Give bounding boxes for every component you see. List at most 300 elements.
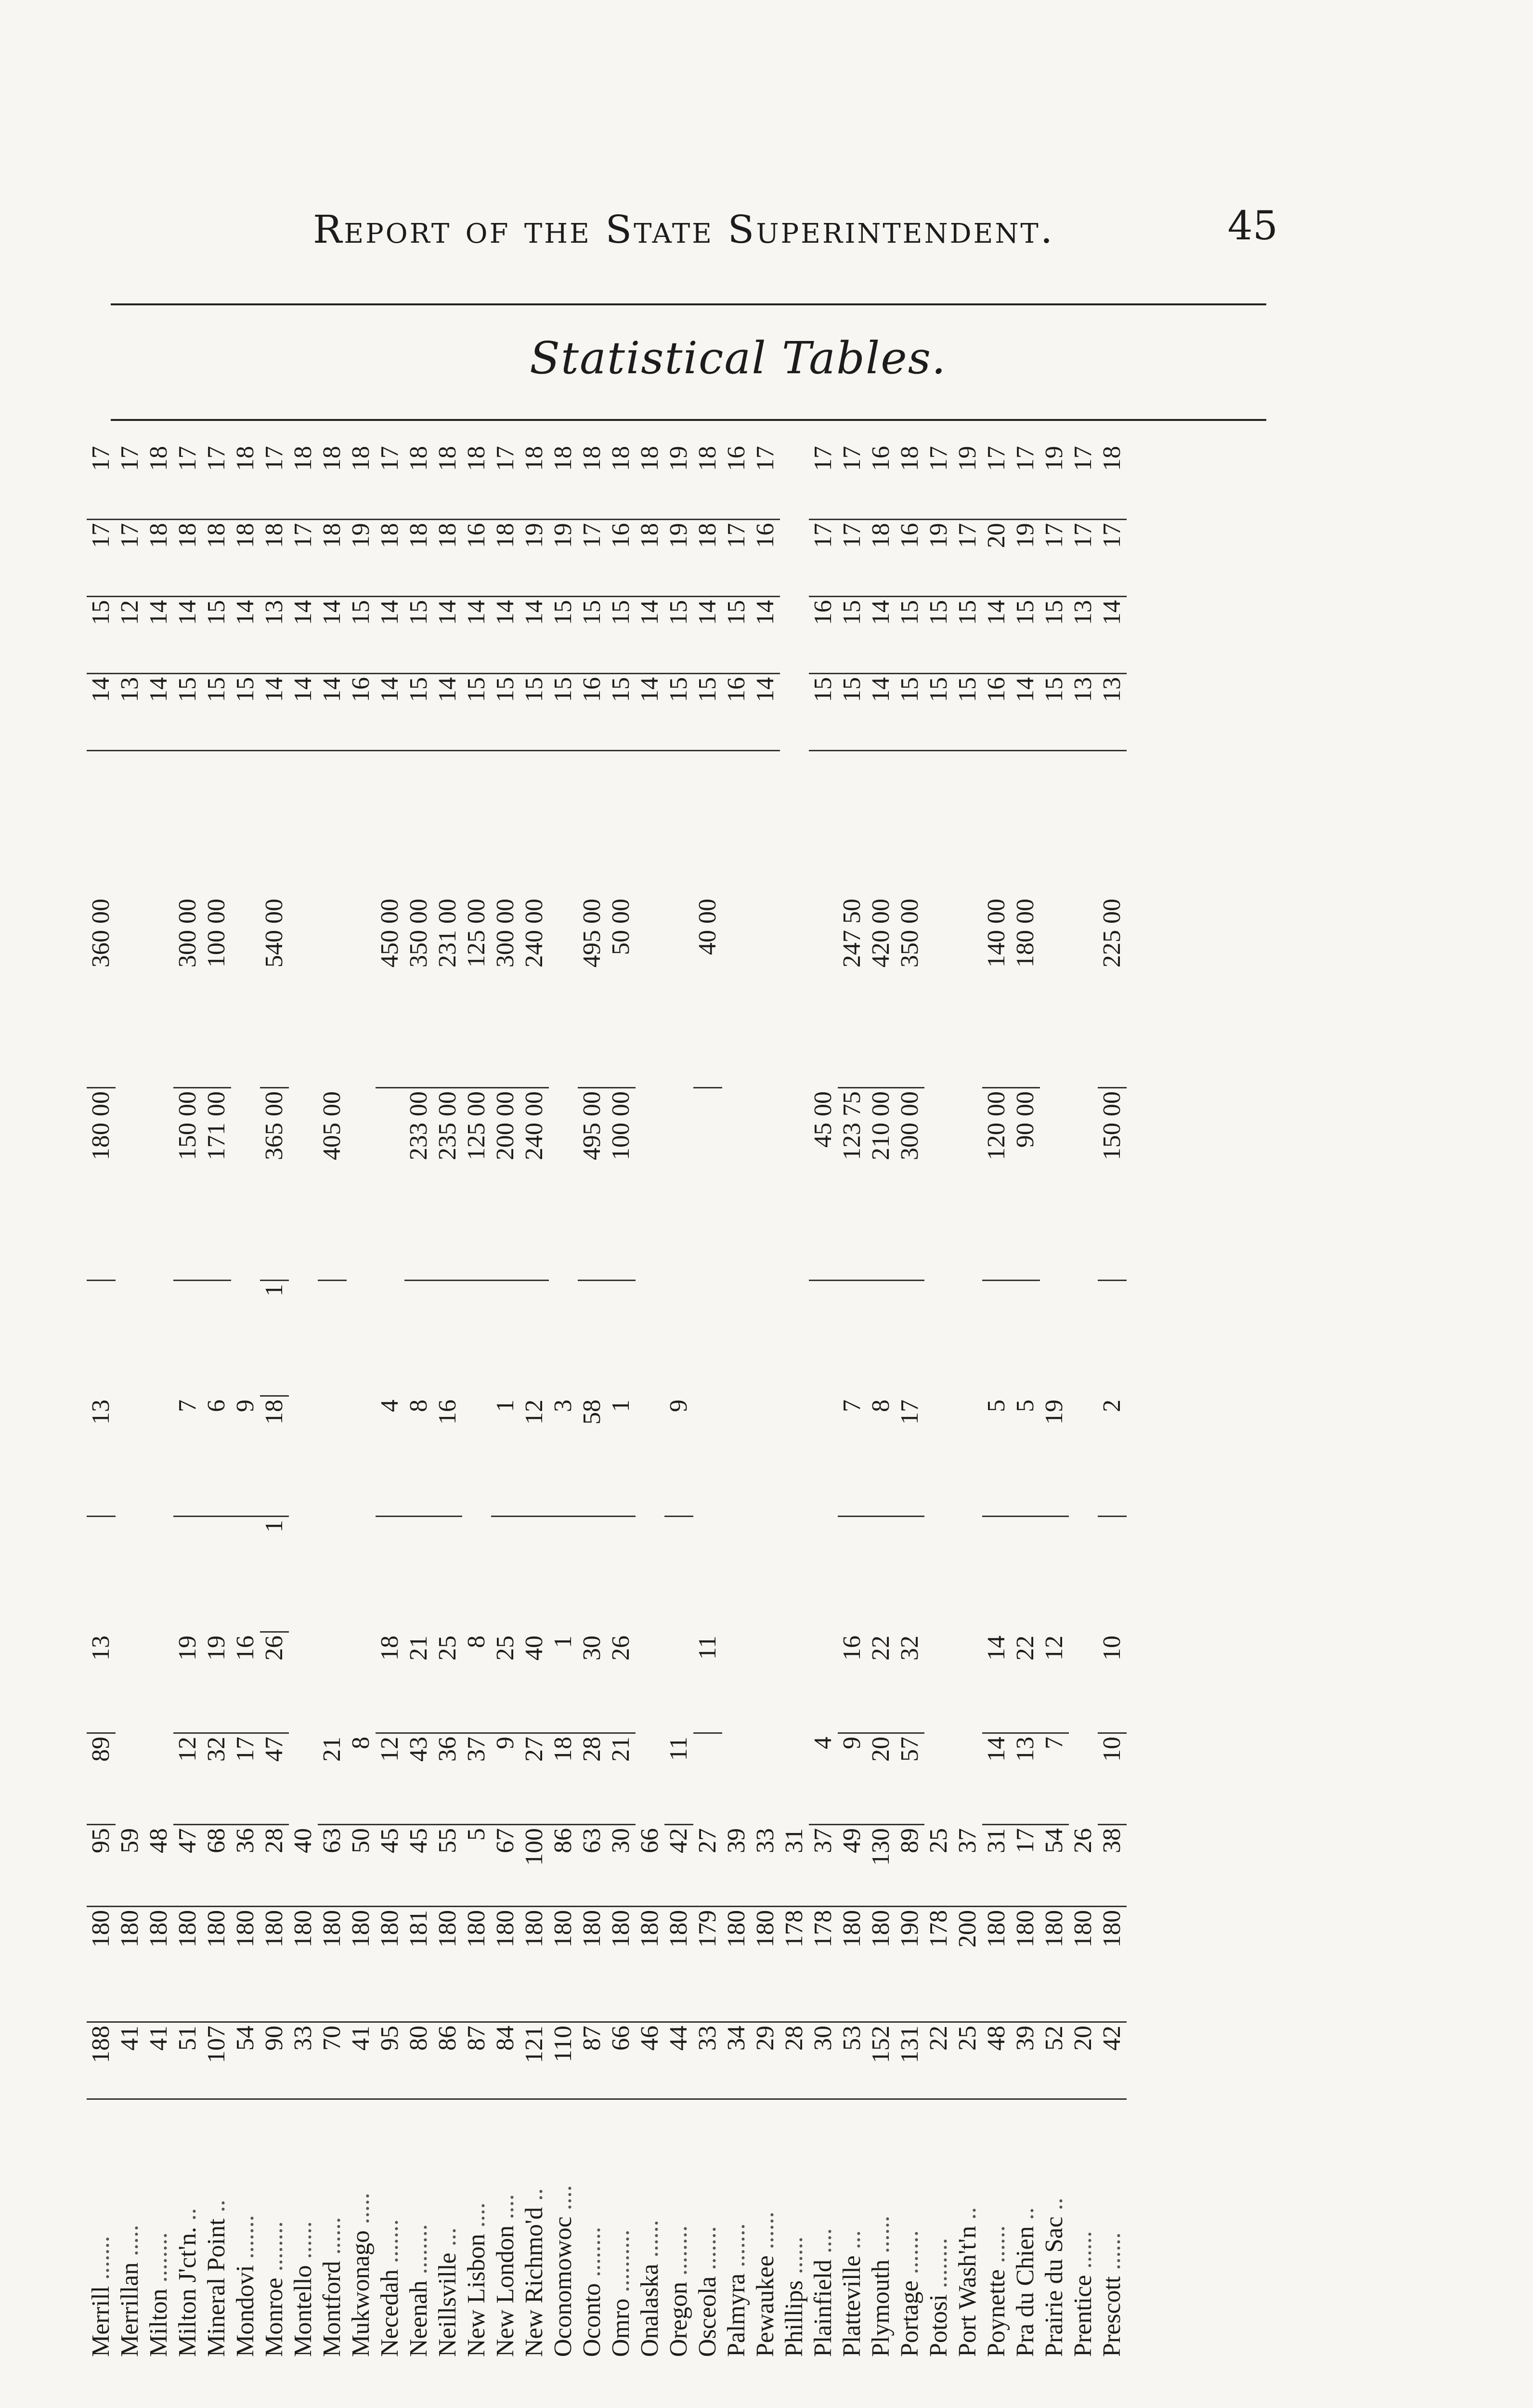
table-cell: 190 [896,1907,924,2023]
table-cell: 18 [636,520,664,597]
district-name: Montello ...... [289,2221,317,2357]
table-cell: 17 [838,520,867,597]
table-cell: 231 00 [433,896,462,1088]
district-name: Palmyra ....... [723,2223,750,2357]
table-cell: 7 [173,1397,202,1517]
table-cell: 18 [347,443,376,520]
table-cell: 130 [867,1825,896,1907]
district-name: Mineral Point .. [203,2199,230,2357]
table-cell: 181 [404,1907,433,2023]
table-cell: 121 [520,2023,549,2100]
table-cell: 152 [867,2023,896,2100]
table-cell: 8 [404,1397,433,1517]
table-cell: 180 [607,1907,636,2023]
table-cell: 17 [982,443,1011,520]
table-cell: 16 [867,443,896,520]
table-cell: 178 [780,1907,809,2023]
table-cell: 15 [404,597,433,674]
table-cell: 45 [404,1825,433,1907]
table-cell: 350 00 [896,896,924,1088]
table-cell: 38 [1098,1825,1127,1907]
table-cell: 8 [347,1734,376,1825]
table-cell: 15 [838,674,867,751]
table-cell: 180 00 [1011,896,1040,1088]
table-cell: 66 [607,2023,636,2100]
table-cell: 180 [578,1907,607,2023]
table-cell: 360 00 [87,896,116,1088]
table-cell: 180 [549,1907,578,2023]
table-cell: 13 [260,597,289,674]
table-cell: 14 [289,674,318,751]
table-cell: 66 [636,1825,664,1907]
table-cell: 125 00 [462,896,491,1088]
table-cell: 12 [173,1734,202,1825]
table-cell: 14 [520,597,549,674]
table-cell: 33 [751,1825,780,1907]
district-name: Mondovi ....... [232,2215,259,2357]
table-cell: 13 [1011,1734,1040,1825]
table-cell: 50 00 [607,896,636,1088]
table-cell: 1 [607,1397,636,1517]
table-cell: 17 [173,443,202,520]
district-name: Montford ...... [318,2217,346,2357]
table-cell: 90 00 [1011,1088,1040,1281]
table-cell: 14 [144,674,173,751]
table-cell: 17 [87,443,116,520]
table-cell: 95 [376,2023,404,2100]
table-cell: 9 [664,1397,693,1517]
table-cell: 45 [376,1825,404,1907]
table-cell: 17 [231,1734,260,1825]
table-cell: 13 [87,1633,116,1734]
table-cell: 17 [809,443,838,520]
table-cell: 180 [636,1907,664,2023]
table-cell: 52 [1040,2023,1069,2100]
table-cell: 19 [549,520,578,597]
table-cell: 49 [838,1825,867,1907]
table-cell: 16 [838,1633,867,1734]
table-cell: 87 [578,2023,607,2100]
table-cell: 180 [347,1907,376,2023]
table-cell: 14 [982,597,1011,674]
table-cell: 15 [578,597,607,674]
table-cell: 180 [87,1907,116,2023]
table-cell: 16 [982,674,1011,751]
table-cell: 21 [607,1734,636,1825]
table-row [376,433,404,2360]
table-cell: 17 [491,443,520,520]
table-cell: 14 [231,597,260,674]
district-name: Omro .......... [607,2229,635,2357]
table-cell: 18 [202,520,231,597]
table-cell: 178 [809,1907,838,2023]
table-cell: 233 00 [404,1088,433,1281]
table-cell: 26 [260,1633,289,1734]
table-row [896,433,924,2360]
district-name: New Lisbon .... [463,2202,490,2357]
table-cell: 22 [1011,1633,1040,1734]
table-cell: 350 00 [404,896,433,1088]
table-cell: 15 [404,674,433,751]
table-cell: 36 [231,1825,260,1907]
table-cell: 19 [520,520,549,597]
district-name: Oregon ........ [665,2225,692,2357]
table-cell: 47 [173,1825,202,1907]
table-cell: 15 [520,674,549,751]
district-name: Merrillan ..... [116,2225,143,2357]
table-cell: 18 [433,520,462,597]
table-row [520,433,549,2360]
table-cell: 18 [318,443,347,520]
table-cell: 15 [838,597,867,674]
district-name: Poynette ...... [983,2225,1010,2357]
table-row [664,433,693,2360]
table-cell: 14 [433,674,462,751]
table-cell: 1 [549,1633,578,1734]
table-cell: 180 [722,1907,751,2023]
table-cell: 18 [491,520,520,597]
table-cell: 57 [896,1734,924,1825]
table-cell: 5 [462,1825,491,1907]
table-cell: 18 [549,443,578,520]
table-cell: 17 [260,443,289,520]
table-cell: 15 [809,674,838,751]
table-cell: 14 [87,674,116,751]
table-row [693,433,722,2360]
table-cell: 13 [1069,674,1098,751]
table-cell: 27 [693,1825,722,1907]
table-cell: 19 [1040,443,1069,520]
table-cell: 420 00 [867,896,896,1088]
district-name: Milton ........ [145,2232,172,2357]
table-row [116,433,144,2360]
table-cell: 125 00 [462,1088,491,1281]
table-cell: 18 [231,520,260,597]
table-cell: 19 [1040,1397,1069,1517]
table-cell: 15 [722,597,751,674]
table-cell: 14 [636,674,664,751]
table-row [87,433,116,2360]
table-row [433,433,462,2360]
table-cell: 180 [376,1907,404,2023]
table-cell: 17 [578,520,607,597]
district-name: Monroe ........ [260,2221,288,2357]
table-cell: 16 [751,520,780,597]
table-cell: 67 [491,1825,520,1907]
table-row [809,433,838,2360]
table-cell: 46 [636,2023,664,2100]
district-name: Phillips ...... [780,2237,808,2357]
table-cell: 22 [867,1633,896,1734]
table-cell: 17 [289,520,318,597]
table-cell: 14 [982,1633,1011,1734]
table-cell: 17 [896,1397,924,1517]
table-cell: 14 [260,674,289,751]
table-row [318,433,347,2360]
table-cell: 31 [780,1825,809,1907]
table-cell: 19 [924,520,953,597]
table-cell: 63 [578,1825,607,1907]
header-rule [111,303,1266,305]
table-cell: 540 00 [260,896,289,1088]
table-cell: 13 [87,1397,116,1517]
table-cell: 18 [404,520,433,597]
table-row [636,433,664,2360]
table-cell: 18 [144,443,173,520]
table-cell: 39 [722,1825,751,1907]
table-cell: 17 [116,443,144,520]
district-name: Necedah ....... [376,2219,403,2357]
table-cell: 86 [549,1825,578,1907]
table-cell: 28 [260,1825,289,1907]
table-cell: 1 [260,1517,289,1633]
table-cell: 1 [491,1397,520,1517]
table-cell: 180 [318,1907,347,2023]
table-cell: 37 [953,1825,982,1907]
table-cell: 55 [433,1825,462,1907]
table-cell: 180 [1040,1907,1069,2023]
table-cell: 15 [1011,597,1040,674]
table-cell: 14 [867,597,896,674]
table-cell: 15 [607,674,636,751]
table-cell: 12 [1040,1633,1069,1734]
district-name: Milton J'ct'n. .. [174,2208,201,2357]
table-cell: 89 [896,1825,924,1907]
table-cell: 14 [982,1734,1011,1825]
page-number: 45 [1227,203,1278,249]
table-cell: 41 [347,2023,376,2100]
table-cell: 17 [924,443,953,520]
table-row [578,433,607,2360]
table-cell: 188 [87,2023,116,2100]
table-cell: 89 [87,1734,116,1825]
table-cell: 70 [318,2023,347,2100]
table-row [780,433,809,2360]
table-cell: 84 [491,2023,520,2100]
table-cell: 5 [982,1397,1011,1517]
table-cell: 15 [1040,597,1069,674]
table-cell: 180 [520,1907,549,2023]
table-cell: 123 75 [838,1088,867,1281]
table-cell: 180 [173,1907,202,2023]
table-cell: 13 [116,674,144,751]
table-row [924,433,953,2360]
table-cell: 180 [202,1907,231,2023]
table-cell: 15 [462,674,491,751]
table-cell: 17 [376,443,404,520]
table-cell: 63 [318,1825,347,1907]
table-cell: 180 [751,1907,780,2023]
district-name: Neillsville ... [434,2227,461,2357]
table-cell: 18 [462,443,491,520]
table-cell: 8 [867,1397,896,1517]
table-cell: 3 [549,1397,578,1517]
table-cell: 18 [433,443,462,520]
table-cell: 17 [202,443,231,520]
table-row [838,433,867,2360]
table-cell: 30 [578,1633,607,1734]
table-cell: 16 [809,597,838,674]
table-cell: 180 00 [87,1088,116,1281]
table-row [173,433,202,2360]
district-name: Potosi ........ [925,2238,952,2357]
table-cell: 30 [809,2023,838,2100]
table-row [144,433,173,2360]
table-cell: 29 [751,2023,780,2100]
table-cell: 16 [231,1633,260,1734]
table-row [347,433,376,2360]
table-cell: 210 00 [867,1088,896,1281]
table-cell: 15 [549,597,578,674]
table-cell: 20 [982,520,1011,597]
table-cell: 54 [231,2023,260,2100]
table-cell: 240 00 [520,1088,549,1281]
table-cell: 21 [318,1734,347,1825]
table-cell: 180 [433,1907,462,2023]
table-cell: 14 [462,597,491,674]
district-name: Merrill ....... [87,2236,115,2357]
district-name: New Richmo'd .. [520,2188,548,2357]
district-name: Prescott ...... [1098,2232,1126,2357]
table-cell: 18 [896,443,924,520]
table-cell: 14 [318,674,347,751]
table-cell: 12 [376,1734,404,1825]
table-cell: 7 [838,1397,867,1517]
table-cell: 240 00 [520,896,549,1088]
table-cell: 39 [1011,2023,1040,2100]
table-cell: 225 00 [1098,896,1127,1088]
table-cell: 300 00 [896,1088,924,1281]
table-cell: 110 [549,2023,578,2100]
table-cell: 171 00 [202,1088,231,1281]
table-cell: 32 [896,1633,924,1734]
table-cell: 16 [347,674,376,751]
table-cell: 15 [896,674,924,751]
district-name: Portage ....... [896,2230,923,2357]
table-cell: 180 [491,1907,520,2023]
table-cell: 17 [116,520,144,597]
table-row [260,433,289,2360]
table-cell: 33 [693,2023,722,2100]
table-cell: 17 [1040,520,1069,597]
table-cell: 18 [318,520,347,597]
district-name: Platteville ... [838,2230,866,2357]
table-cell: 18 [693,520,722,597]
table-cell: 19 [664,520,693,597]
table-cell: 8 [462,1633,491,1734]
table-cell: 150 00 [173,1088,202,1281]
table-cell: 18 [607,443,636,520]
table-row [607,433,636,2360]
table-cell: 33 [289,2023,318,2100]
table-cell: 19 [347,520,376,597]
table-cell: 2 [1098,1397,1127,1517]
table-cell: 32 [202,1734,231,1825]
table-cell: 15 [202,674,231,751]
table-cell: 180 [867,1907,896,2023]
table-row [1011,433,1040,2360]
table-cell: 180 [144,1907,173,2023]
table-cell: 28 [780,2023,809,2100]
table-cell: 180 [260,1907,289,2023]
table-cell: 16 [433,1397,462,1517]
table-cell: 37 [462,1734,491,1825]
table-cell: 15 [607,597,636,674]
table-cell: 100 00 [607,1088,636,1281]
table-cell: 17 [838,443,867,520]
table-cell: 180 [838,1907,867,2023]
table-row [491,433,520,2360]
table-cell: 16 [578,674,607,751]
table-cell: 19 [664,443,693,520]
table-cell: 18 [867,520,896,597]
table-cell: 18 [404,443,433,520]
table-cell: 18 [520,443,549,520]
table-cell: 44 [664,2023,693,2100]
table-cell: 20 [867,1734,896,1825]
table-cell: 17 [953,520,982,597]
table-cell: 19 [953,443,982,520]
table-cell: 235 00 [433,1088,462,1281]
table-cell: 405 00 [318,1088,347,1281]
table-cell: 16 [722,674,751,751]
table-cell: 7 [1040,1734,1069,1825]
table-row [953,433,982,2360]
table-cell: 15 [549,674,578,751]
table-cell: 15 [173,674,202,751]
table-cell: 15 [87,597,116,674]
table-row [404,433,433,2360]
district-name: Onalaska ...... [636,2220,663,2357]
table-cell: 18 [549,1734,578,1825]
table-cell: 11 [693,1633,722,1734]
table-cell: 25 [953,2023,982,2100]
table-cell: 13 [1069,597,1098,674]
table-cell: 18 [260,520,289,597]
table-cell: 9 [491,1734,520,1825]
table-cell: 1 [260,1281,289,1397]
table-row [231,433,260,2360]
table-cell: 47 [260,1734,289,1825]
table-cell: 495 00 [578,896,607,1088]
table-cell: 9 [838,1734,867,1825]
table-row [462,433,491,2360]
table-cell: 37 [809,1825,838,1907]
table-row [202,433,231,2360]
table-cell: 200 00 [491,1088,520,1281]
table-cell: 26 [607,1633,636,1734]
table-cell: 68 [202,1825,231,1907]
table-cell: 17 [722,520,751,597]
table-cell: 17 [1098,520,1127,597]
table-cell: 28 [578,1734,607,1825]
table-cell: 48 [982,2023,1011,2100]
table-cell: 140 00 [982,896,1011,1088]
table-cell: 53 [838,2023,867,2100]
district-name: Oconto ........ [578,2226,606,2357]
table-cell: 17 [751,443,780,520]
table-cell: 180 [462,1907,491,2023]
table-cell: 15 [1040,674,1069,751]
table-cell: 15 [347,597,376,674]
table-cell: 14 [1011,674,1040,751]
table-cell: 14 [376,597,404,674]
table-cell: 14 [173,597,202,674]
table-cell: 11 [664,1734,693,1825]
table-cell: 131 [896,2023,924,2100]
table-cell: 120 00 [982,1088,1011,1281]
district-name: Port Wash't'n .. [954,2207,981,2357]
